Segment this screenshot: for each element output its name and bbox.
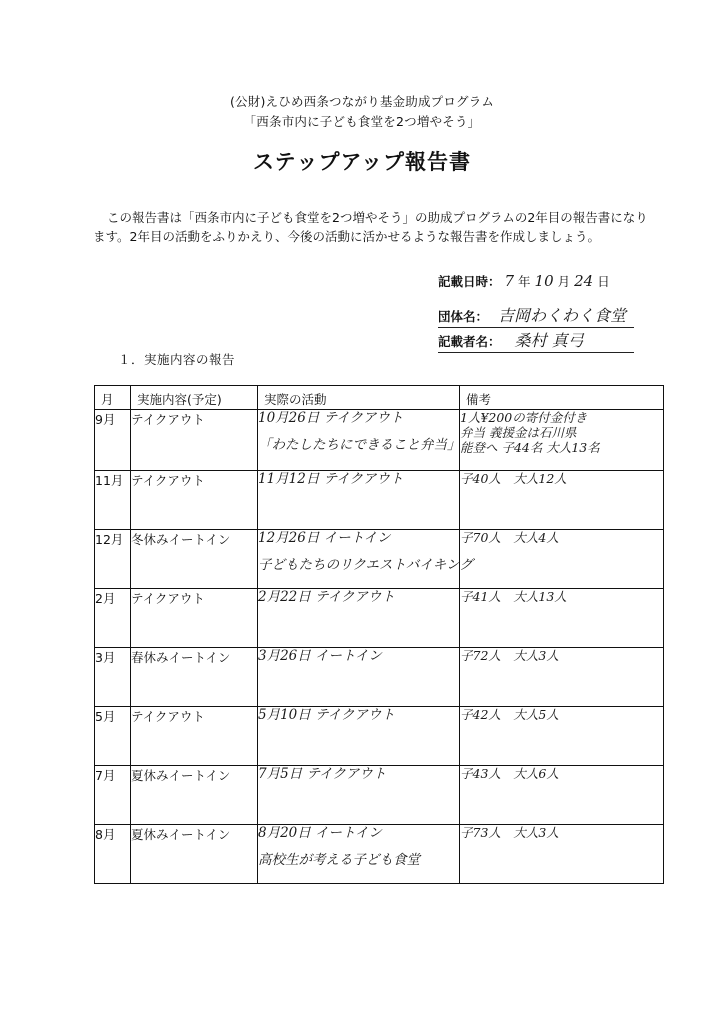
plan-cell: 夏休みイートイン xyxy=(131,825,258,884)
writer-label: 記載者名： xyxy=(438,334,501,349)
actual-cell xyxy=(258,530,473,589)
month-cell: 11月 xyxy=(95,471,131,530)
note-cell xyxy=(460,410,664,471)
note-line: 子43人 大人6人 xyxy=(460,766,559,781)
actual-line: 12月26日 イートイン xyxy=(258,530,391,546)
year-unit: 年 xyxy=(518,274,531,289)
plan-cell: 夏休みイートイン xyxy=(131,766,258,825)
note-cell xyxy=(460,589,664,648)
actual-line: 7月5日 テイクアウト xyxy=(258,766,387,782)
group-row xyxy=(438,303,634,328)
date-month: 10 xyxy=(534,272,554,290)
header-plan: 実施内容(予定) xyxy=(131,386,258,410)
note-line: 子72人 大人3人 xyxy=(460,648,559,663)
organization-line: (公財)えひめ西条つながり基金助成プログラム xyxy=(229,94,495,109)
section-title: １．実施内容の報告 xyxy=(118,352,236,367)
actual-cell xyxy=(258,766,460,825)
date-row xyxy=(438,272,610,290)
day-unit: 日 xyxy=(597,274,610,289)
note-line: 能登へ 子44名 大人13名 xyxy=(460,440,600,455)
note-line: 1人¥200の寄付金付き xyxy=(460,410,588,425)
month-cell: 12月 xyxy=(95,530,131,589)
table-row xyxy=(95,648,664,707)
table-row xyxy=(95,410,664,471)
actual-line: 子どもたちのリクエストバイキング xyxy=(258,557,473,573)
actual-line: 2月22日 テイクアウト xyxy=(258,589,395,605)
plan-cell: 春休みイートイン xyxy=(131,648,258,707)
actual-cell xyxy=(258,410,460,471)
note-line: 子40人 大人12人 xyxy=(460,471,567,486)
note-line: 子73人 大人3人 xyxy=(460,825,559,840)
actual-line: 5月10日 テイクアウト xyxy=(258,707,395,723)
actual-cell xyxy=(258,471,460,530)
note-cell xyxy=(460,530,664,589)
month-unit: 月 xyxy=(557,274,571,289)
note-line: 弁当 義援金は石川県 xyxy=(460,425,577,440)
actual-line: 8月20日 イートイン xyxy=(258,825,382,841)
note-cell xyxy=(460,648,664,707)
date-year: 7 xyxy=(504,272,515,290)
month-cell: 8月 xyxy=(95,825,131,884)
header-actual: 実際の活動 xyxy=(258,386,460,410)
month-cell: 2月 xyxy=(95,589,131,648)
table-row xyxy=(95,766,664,825)
header-month: 月 xyxy=(95,386,131,410)
note-cell xyxy=(460,766,664,825)
actual-line: 3月26日 イートイン xyxy=(258,648,382,664)
actual-line: 高校生が考える子ども食堂 xyxy=(258,852,420,868)
actual-cell xyxy=(258,648,460,707)
note-line: 子42人 大人5人 xyxy=(460,707,559,722)
report-table xyxy=(94,385,664,884)
program-line: 「西条市内に子ども食堂を2つ増やそう」 xyxy=(243,114,481,129)
table-row xyxy=(95,707,664,766)
note-cell xyxy=(460,825,664,884)
actual-line: 10月26日 テイクアウト xyxy=(258,410,404,426)
note-cell xyxy=(460,707,664,766)
actual-cell xyxy=(258,707,460,766)
actual-cell xyxy=(258,825,460,884)
plan-cell: 冬休みイートイン xyxy=(131,530,258,589)
plan-cell: テイクアウト xyxy=(131,707,258,766)
date-label: 記載日時： xyxy=(438,274,501,289)
note-line: 子41人 大人13人 xyxy=(460,589,567,604)
group-label: 団体名： xyxy=(438,309,489,324)
plan-cell: テイクアウト xyxy=(131,471,258,530)
table-row xyxy=(95,471,664,530)
document-title: ステップアップ報告書 xyxy=(252,150,472,174)
month-cell: 7月 xyxy=(95,766,131,825)
actual-line: 11月12日 テイクアウト xyxy=(258,471,404,487)
table-row xyxy=(95,825,664,884)
month-cell: 3月 xyxy=(95,648,131,707)
table-row xyxy=(95,530,664,589)
month-cell: 5月 xyxy=(95,707,131,766)
header-note: 備考 xyxy=(460,386,664,410)
actual-line: 「わたしたちにできること弁当」 xyxy=(258,437,461,453)
note-line: 子70人 大人4人 xyxy=(460,530,559,545)
note-cell xyxy=(460,471,664,530)
month-cell: 9月 xyxy=(95,410,131,471)
group-value: 吉岡わくわく食堂 xyxy=(498,306,627,325)
date-day: 24 xyxy=(574,272,594,290)
intro-paragraph: この報告書は「西条市内に子ども食堂を2つ増やそう」の助成プログラムの2年目の報告書になります。2年目の活動をふりかえり、今後の活動に活かせるような報告書を作成しましょう。 xyxy=(93,210,648,244)
table-header-row xyxy=(95,386,664,410)
writer-row xyxy=(438,328,634,353)
writer-value: 桑村 真弓 xyxy=(514,331,584,350)
actual-cell xyxy=(258,589,460,648)
plan-cell: テイクアウト xyxy=(131,410,258,471)
table-row xyxy=(95,589,664,648)
plan-cell: テイクアウト xyxy=(131,589,258,648)
